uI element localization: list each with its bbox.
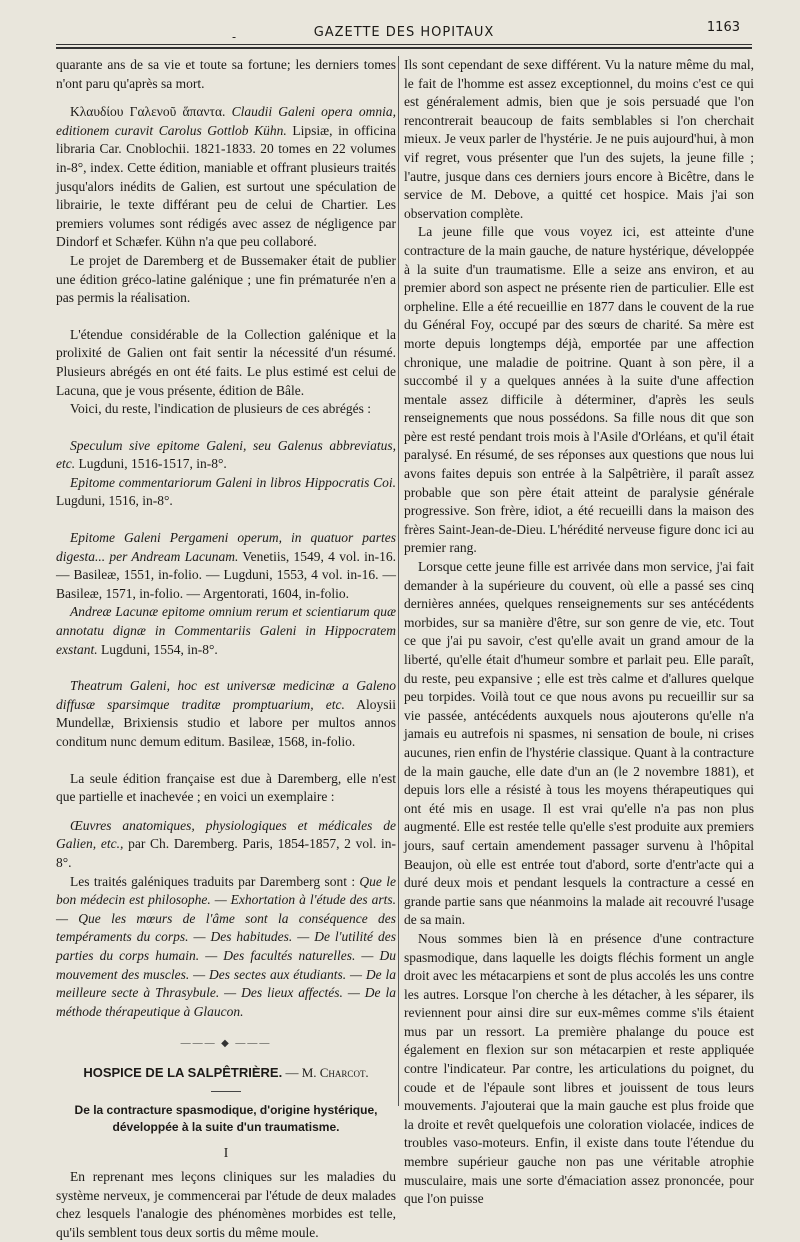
bibliography-entry xyxy=(56,103,396,252)
entry-text: Venetiis, 1549, 4 vol. in-16. — Basileæ, 1551, in-folio. — Lugduni, 1553, 4 vol. in-16. — Basileæ, 1571, in-folio. — Argentorati, 1604, in-folio. xyxy=(56,548,396,601)
section-title xyxy=(56,1064,396,1083)
entry-title: Speculum sive epitome Galeni, seu Galenus abbreviatus, etc. xyxy=(56,437,396,472)
paragraph: La jeune fille que vous voyez ici, est atteinte d'une contracture de la main gauche, de nature hystérique, développée à la suite d'un traumatisme. Elle a seize ans environ, et au premier abord son aspect ne présente rien de particulier. Elle est orpheline. Elle a été recueillie en 1877 dans le couvent de la rue du Général Foy, occupé par des sœurs de charité. Sa mère est morte depuis longtemps déjà, emportée par une affection chronique, une maladie de poitrine. Quant à son père, il a succombé il y a quelques années à la suite d'une affection mentale assez difficile à déterminer, d'après les seuls renseignements que nous possédons. Sa fille nous dit que son père est resté pendant trois mois à l'Asile d'Orléans, et qu'il était paralysé. En résumé, de ses réponses aux questions que nous lui avons faites depuis son entrée à la Salpêtrière, il paraît assez probable que son père était atteint de paralysie générale progressive. Son frère, idiot, a été recueilli dans la maison des frères Saint-Jean-de-Dieu. L'hérédité nerveuse figure donc ici au premier rang. xyxy=(404,224,754,556)
paragraph: Ils sont cependant de sexe différent. Vu la nature même du mal, le fait de l'homme est assez exceptionnel, du moins c'est ce qui est généralement admis, bien que je sois persuadé que l'on rencontrerait beaucoup de faits semblables si l'on cherchait mieux. Je veux parler de l'hystérie. Je ne puis aujourd'hui, à mon vif regret, vous présenter que l'un des sujets, la jeune fille ; l'autre, jusque dans ces derniers jours encore à Bicêtre, dans le service de M. Debove, a quitté cet hospice. Mais j'ai son observation complète. xyxy=(404,57,754,221)
short-rule xyxy=(211,1091,241,1092)
entry-title: Œuvres anatomiques, physiologiques et médicales de Galien, etc., xyxy=(56,817,396,852)
entry-text: par Ch. Daremberg. Paris, 1854-1857, 2 vol. in-8°. xyxy=(56,836,396,870)
bibliography-entry xyxy=(56,474,396,511)
entry-text: Lugduni, 1516-1517, in-8°. xyxy=(75,456,227,472)
column-divider xyxy=(398,56,399,1106)
latin-title: Claudii Galeni opera omnia, editionem curavit Carolus Gottlob Kühn. xyxy=(56,104,396,138)
entry-title: Epitome commentariorum Galeni in libros Hippocratis Coi. xyxy=(70,474,396,490)
entry-text: Aloysii Mundellæ, Brixiensis studio et labore per multos annos conditum nunc demum editum. Basileæ, 1568, in-folio. xyxy=(56,696,396,749)
paragraph: quarante ans de sa vie et toute sa fortune; les derniers tomes n'ont paru qu'après sa mort. xyxy=(56,57,396,91)
paragraph: Nous sommes bien là en présence d'une contracture spasmodique, dans laquelle les doigts fléchis forment un angle droit avec les métacarpiens et sont de plus accolés les uns contre les autres. Lorsque l'on cherche à les détacher, à les séparer, ils reviennent pour ainsi dire sur eux-mêmes comme s'ils étaient mus par un ressort. La première phalange du pouce est également en flexion sur son métacarpien et reste appliquée contre l'indicateur. Par contre, les articulations du poignet, du coude et de l'épaule sont libres et jouissent de tous leurs mouvements. J'ajouterai que la main gauche est plus froide que la droite et revêt quelquefois une coloration violacée, indices de troubles vaso-moteurs. Enfin, il existe dans toute l'étendue du membre supérieur gauche non pas une véritable atrophie musculaire, mais une sorte d'émaciation assez prononcée, pour que l'on puisse xyxy=(404,930,754,1207)
paragraph: Voici, du reste, l'indication de plusieurs de ces abrégés : xyxy=(70,401,371,417)
journal-title: GAZETTE DES HOPITAUX xyxy=(313,25,495,40)
bibliography-entry xyxy=(56,817,396,873)
entry-text: Lugduni, 1516, in-8°. xyxy=(56,493,173,509)
entry-text: Lugduni, 1554, in-8°. xyxy=(97,641,218,657)
section-title-text: HOSPICE DE LA SALPÊTRIÈRE. xyxy=(83,1064,283,1080)
header-rule-thick xyxy=(56,47,752,49)
right-column xyxy=(404,56,754,1209)
part-number: I xyxy=(223,1144,229,1160)
entry-text: Lipsiæ, in officina libraria Car. Cnoblochii. 1821-1833. 20 tomes en 22 volumes in-8°, index. Cette édition, maniable et offrant plusieurs traités jusqu'alors inédits de Galien, est surtout une spéculation de librairie, le texte différant peu de celui de Chartier. Les premiers volumes sont rédigés avec assez de négligence par Dindorf et Schæfer. Kühn n'a que peu collaboré. xyxy=(56,122,396,250)
paragraph: En reprenant mes leçons cliniques sur les maladies du système nerveux, je commencerai par l'étude de deux malades chez lesquels l'analogie des phénomènes morbides est telle, qu'ils semblent tous deux sortis du même moule. xyxy=(56,1169,396,1240)
paragraph xyxy=(56,873,396,1022)
header-rule xyxy=(56,44,752,45)
paragraph: La seule édition française est due à Daremberg, elle n'est que partielle et inachevée ; en voici un exemplaire : xyxy=(56,770,396,805)
entry-title: Theatrum Galeni, hoc est universæ medicinæ a Galeno diffusæ sparsimque traditæ promptuarium, etc. xyxy=(56,678,396,712)
page-number: 1163 xyxy=(706,20,740,35)
section-author: — M. Charcot. xyxy=(282,1064,369,1080)
entry-title: Andreæ Lacunæ epitome omnium rerum et scientiarum quæ annotatu dignæ in Commentariis Galeni in Hippocratem exstant. xyxy=(56,604,396,657)
paragraph: Lorsque cette jeune fille est arrivée dans mon service, j'ai fait demander à la supérieure du couvent, où elle a passé ses cinq dernières années, quelques renseignements sur ses antécédents morbides, sur sa manière d'être, sur son genre de vie, etc. Tout ce que j'ai pu savoir, c'est qu'elle avait un grand amour de la liberté, qu'elle était d'humeur sombre et parlait peu. Elle paraît, du reste, peu expansive ; elle est très calme et d'allures quelque peu torpides. Voilà tout ce que nous avons pu recueillir sur sa vie passée, antécédents auxquels nous ajouterons qu'elle n'a jamais eu autrefois ni spasmes, ni sensation de boule, ni crises aucunes, rien enfin de l'hystérie classique. Quant à la contracture de la main gauche, elle date d'un an (le 2 novembre 1881), et depuis lors elle a résisté à tous les moyens thérapeutiques qui ont été mis en usage. Il est vrai qu'elle n'a pas non plus augmenté. Elle est restée telle qu'elle s'est produite aux premiers jours, sauf certain amendement passager survenu à l'hôpital Beaujon, où elle est entrée tout d'abord, sorte d'entr'acte qui a duré deux mois et pendant lesquels la contracture a cessé en grande partie sans que néanmoins la malade ait recouvré l'usage de sa main. xyxy=(404,559,754,928)
paragraph: Le projet de Daremberg et de Bussemaker était de publier une édition gréco-latine galénique ; une fin prématurée n'en a pas permis la réalisation. xyxy=(56,252,396,306)
bibliography-entry xyxy=(56,677,396,751)
left-column xyxy=(56,56,396,1242)
header-mark: - xyxy=(232,30,237,44)
greek-title: Κλαυδίου Γαλενοῦ ἅπαντα. xyxy=(70,104,226,120)
entry-text: Les traités galéniques traduits par Daremberg sont : xyxy=(70,873,360,889)
article-title: De la contracture spasmodique, d'origine hystérique, développée à la suite d'un traumatisme. xyxy=(74,1102,378,1134)
paragraph: L'étendue considérable de la Collection galénique et la prolixité de Galien ont fait sentir la nécessité d'un résumé. Plusieurs abrégés en ont été faits. Le plus estimé est celui de Lacuna, que je vous présente, édition de Bâle. xyxy=(56,326,396,398)
bibliography-entry xyxy=(56,529,396,603)
treatise-list: Que le bon médecin est philosophe. — Exhortation à l'étude des arts. — Que les mœurs de l'âme sont la conséquence des tempéraments du corps. — Des habitudes. — De l'utilité des parties du corps humain. — Des facultés naturelles. — Du mouvement des muscles. — Des sectes aux étudiants. — De la meilleure secte à Thrasybule. — Des lieux affectés. — De la méthode thérapeutique à Glaucon. xyxy=(56,873,396,1019)
page-header xyxy=(56,20,752,46)
entry-title: Epitome Galeni Pergameni operum, in quatuor partes digesta... per Andream Lacunam. xyxy=(56,530,396,564)
section-separator: ——— ◆ ——— xyxy=(180,1038,272,1050)
bibliography-entry xyxy=(56,437,396,474)
bibliography-entry xyxy=(56,603,396,659)
